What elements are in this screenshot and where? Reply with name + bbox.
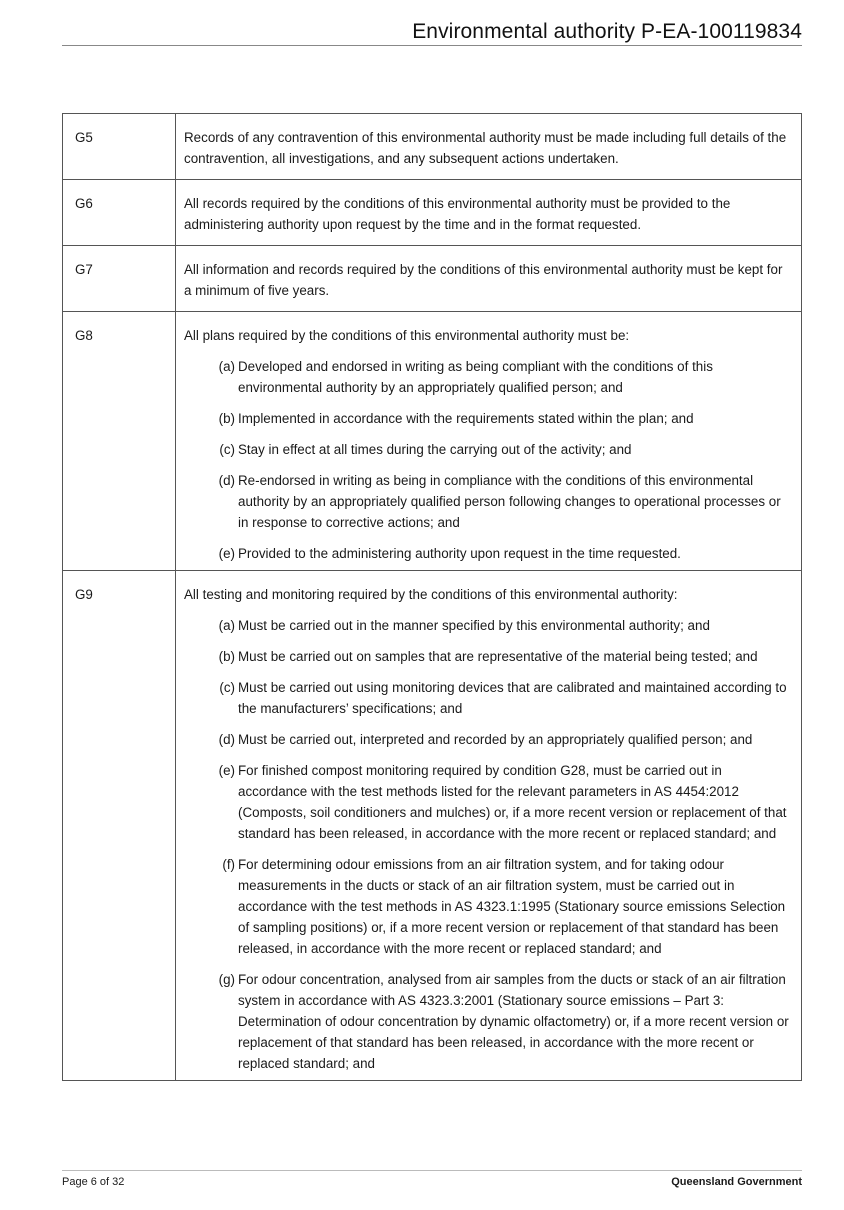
list-item	[184, 729, 793, 750]
list-item-label: (f)	[222, 857, 235, 872]
conditions-table	[62, 113, 802, 1081]
condition-text-cell	[176, 180, 802, 246]
list-item	[184, 439, 793, 460]
page-number: Page 6 of 32	[62, 1176, 125, 1188]
condition-text: All records required by the conditions of this environmental authority must be provided to the administering authority upon request by the time and in the format requested.	[184, 196, 731, 232]
list-item-text: Stay in effect at all times during the carrying out of the activity; and	[238, 442, 632, 457]
list-item-label: (a)	[218, 618, 235, 633]
table-row	[63, 114, 802, 180]
list-item-text: For determining odour emissions from an air filtration system, and for taking odour measurements in the ducts or stack of an air filtration system, must be carried out in accordance with the test methods in AS 4323.1:1995 (Stationary source emissions Selection of sampling positions) or, if a more recent version or replacement of that standard has been released, in accordance with the more recent or replaced standard; and	[238, 857, 786, 956]
list-item	[184, 356, 793, 398]
document-title: Environmental authority P-EA-100119834	[412, 20, 802, 43]
list-item-label: (e)	[218, 546, 235, 561]
list-item-text: For odour concentration, analysed from air samples from the ducts or stack of an air filtration system in accordance with AS 4323.3:2001 (Stationary source emissions – Part 3: Determination of odour concentration by dynamic olfactometry) or, if a more recent version or replacement of that standard has been released, in accordance with the more recent or replaced standard; and	[238, 972, 789, 1071]
list-item-label: (g)	[218, 972, 235, 987]
table-row	[63, 180, 802, 246]
header-divider	[62, 45, 802, 46]
condition-text-cell	[176, 312, 802, 571]
condition-text-cell	[176, 246, 802, 312]
list-item	[184, 543, 793, 564]
list-item	[184, 969, 793, 1074]
list-item-text: Must be carried out in the manner specified by this environmental authority; and	[238, 618, 710, 633]
list-item-label: (e)	[218, 763, 235, 778]
list-item-text: Must be carried out on samples that are representative of the material being tested; and	[238, 649, 758, 664]
list-item	[184, 854, 793, 959]
list-item	[184, 760, 793, 844]
list-item	[184, 677, 793, 719]
list-item-label: (d)	[218, 732, 235, 747]
list-item	[184, 408, 793, 429]
condition-text: All testing and monitoring required by the conditions of this environmental authority:	[184, 587, 678, 602]
condition-id: G5	[63, 114, 176, 180]
list-item-label: (a)	[218, 359, 235, 374]
condition-id: G7	[63, 246, 176, 312]
list-item-label: (d)	[218, 473, 235, 488]
list-item	[184, 470, 793, 533]
condition-text-cell	[176, 571, 802, 1081]
list-item-label: (c)	[219, 442, 235, 457]
list-item-text: Implemented in accordance with the requirements stated within the plan; and	[238, 411, 694, 426]
list-item-text: For finished compost monitoring required by condition G28, must be carried out in accordance with the test methods listed for the relevant parameters in AS 4454:2012 (Composts, soil conditioners and mulches) or, if a more recent version or replacement of that standard has been released, in accordance with the more recent or replaced standard; and	[238, 763, 787, 841]
list-item-text: Must be carried out using monitoring devices that are calibrated and maintained according to the manufacturers’ specifications; and	[238, 680, 787, 716]
condition-id: G8	[63, 312, 176, 571]
list-item-label: (b)	[218, 649, 235, 664]
list-item-label: (c)	[219, 680, 235, 695]
table-row	[63, 312, 802, 571]
list-item-text: Developed and endorsed in writing as being compliant with the conditions of this environmental authority by an appropriately qualified person; and	[238, 359, 713, 395]
table-row	[63, 246, 802, 312]
condition-text-cell	[176, 114, 802, 180]
condition-id: G9	[63, 571, 176, 1081]
condition-id: G6	[63, 180, 176, 246]
list-item-text: Re-endorsed in writing as being in compliance with the conditions of this environmental authority by an appropriately qualified person following changes to operational processes or in response to corrective actions; and	[238, 473, 781, 530]
list-item	[184, 646, 793, 667]
condition-text: All information and records required by the conditions of this environmental authority must be kept for a minimum of five years.	[184, 262, 783, 298]
table-row	[63, 571, 802, 1081]
publisher-name: Queensland Government	[671, 1176, 802, 1188]
list-item	[184, 615, 793, 636]
condition-text: All plans required by the conditions of this environmental authority must be:	[184, 328, 630, 343]
list-item-text: Must be carried out, interpreted and recorded by an appropriately qualified person; and	[238, 732, 753, 747]
footer-divider	[62, 1170, 802, 1171]
list-item-label: (b)	[218, 411, 235, 426]
condition-text: Records of any contravention of this environmental authority must be made including full details of the contravention, all investigations, and any subsequent actions undertaken.	[184, 130, 787, 166]
list-item-text: Provided to the administering authority upon request in the time requested.	[238, 546, 681, 561]
